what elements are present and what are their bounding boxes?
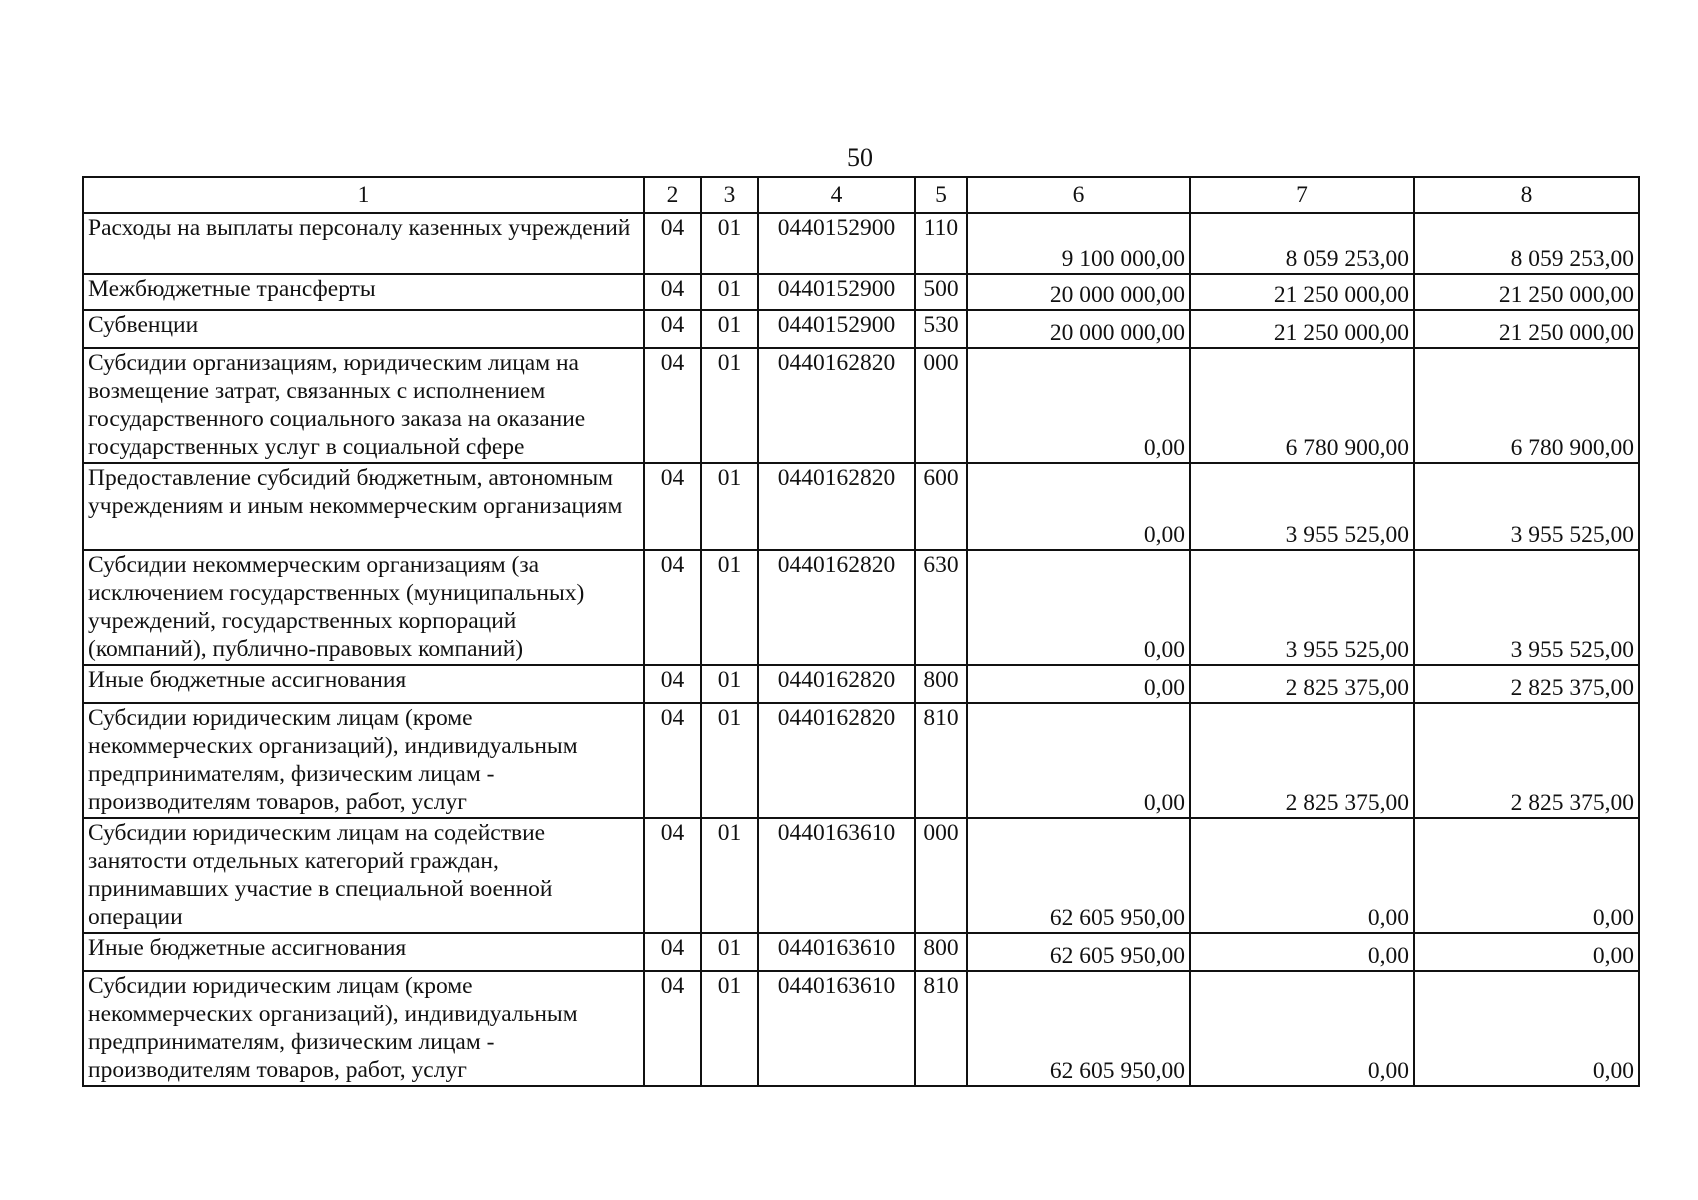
subsection-code: 01 <box>701 933 758 971</box>
section-code: 04 <box>644 463 701 550</box>
table-row <box>83 463 1639 550</box>
column-header: 8 <box>1414 177 1639 213</box>
column-header: 5 <box>915 177 967 213</box>
section-code: 04 <box>644 933 701 971</box>
expense-type-code: 810 <box>915 703 967 818</box>
section-code: 04 <box>644 971 701 1086</box>
table-row <box>83 818 1639 933</box>
row-description: Субсидии юридическим лицам (кроме некоммерческих организаций), индивидуальным предпринимателям, физическим лицам - производителям товаров, работ, услуг <box>83 703 644 818</box>
amount-col6: 0,00 <box>967 550 1190 665</box>
row-description: Субвенции <box>83 310 644 348</box>
section-code: 04 <box>644 818 701 933</box>
amount-col7: 3 955 525,00 <box>1190 550 1414 665</box>
target-article-code: 0440163610 <box>758 971 915 1086</box>
table-row <box>83 213 1639 274</box>
target-article-code: 0440152900 <box>758 310 915 348</box>
column-header: 3 <box>701 177 758 213</box>
target-article-code: 0440162820 <box>758 550 915 665</box>
amount-col8: 21 250 000,00 <box>1414 274 1639 310</box>
target-article-code: 0440163610 <box>758 933 915 971</box>
amount-col8: 2 825 375,00 <box>1414 703 1639 818</box>
expense-type-code: 800 <box>915 665 967 703</box>
table-row <box>83 933 1639 971</box>
amount-col7: 0,00 <box>1190 818 1414 933</box>
amount-col7: 0,00 <box>1190 971 1414 1086</box>
amount-col6: 0,00 <box>967 703 1190 818</box>
expense-type-code: 630 <box>915 550 967 665</box>
subsection-code: 01 <box>701 550 758 665</box>
subsection-code: 01 <box>701 274 758 310</box>
table-row <box>83 550 1639 665</box>
amount-col8: 3 955 525,00 <box>1414 463 1639 550</box>
row-description: Субсидии юридическим лицам на содействие занятости отдельных категорий граждан, принимавших участие в специальной военной операции <box>83 818 644 933</box>
row-description: Иные бюджетные ассигнования <box>83 933 644 971</box>
expense-type-code: 500 <box>915 274 967 310</box>
amount-col8: 3 955 525,00 <box>1414 550 1639 665</box>
subsection-code: 01 <box>701 971 758 1086</box>
amount-col7: 2 825 375,00 <box>1190 703 1414 818</box>
amount-col8: 0,00 <box>1414 933 1639 971</box>
row-description: Субсидии некоммерческим организациям (за исключением государственных (муниципальных) учреждений, государственных корпораций (компаний), публично-правовых компаний) <box>83 550 644 665</box>
section-code: 04 <box>644 703 701 818</box>
page-number: 50 <box>847 143 873 172</box>
table-row <box>83 665 1639 703</box>
amount-col7: 0,00 <box>1190 933 1414 971</box>
amount-col8: 6 780 900,00 <box>1414 348 1639 463</box>
section-code: 04 <box>644 348 701 463</box>
header-row <box>83 177 1639 213</box>
target-article-code: 0440162820 <box>758 463 915 550</box>
subsection-code: 01 <box>701 310 758 348</box>
budget-table <box>82 176 1640 1087</box>
expense-type-code: 000 <box>915 818 967 933</box>
section-code: 04 <box>644 213 701 274</box>
subsection-code: 01 <box>701 665 758 703</box>
subsection-code: 01 <box>701 463 758 550</box>
expense-type-code: 530 <box>915 310 967 348</box>
amount-col6: 20 000 000,00 <box>967 310 1190 348</box>
amount-col6: 20 000 000,00 <box>967 274 1190 310</box>
target-article-code: 0440162820 <box>758 348 915 463</box>
table-row <box>83 971 1639 1086</box>
amount-col7: 21 250 000,00 <box>1190 274 1414 310</box>
amount-col6: 62 605 950,00 <box>967 818 1190 933</box>
table-row <box>83 274 1639 310</box>
column-header: 4 <box>758 177 915 213</box>
amount-col8: 0,00 <box>1414 971 1639 1086</box>
amount-col6: 62 605 950,00 <box>967 971 1190 1086</box>
section-code: 04 <box>644 550 701 665</box>
expense-type-code: 810 <box>915 971 967 1086</box>
row-description: Межбюджетные трансферты <box>83 274 644 310</box>
amount-col7: 3 955 525,00 <box>1190 463 1414 550</box>
subsection-code: 01 <box>701 703 758 818</box>
amount-col7: 6 780 900,00 <box>1190 348 1414 463</box>
amount-col7: 2 825 375,00 <box>1190 665 1414 703</box>
target-article-code: 0440162820 <box>758 665 915 703</box>
amount-col8: 2 825 375,00 <box>1414 665 1639 703</box>
subsection-code: 01 <box>701 818 758 933</box>
expense-type-code: 000 <box>915 348 967 463</box>
row-description: Иные бюджетные ассигнования <box>83 665 644 703</box>
target-article-code: 0440152900 <box>758 213 915 274</box>
target-article-code: 0440152900 <box>758 274 915 310</box>
table-row <box>83 310 1639 348</box>
section-code: 04 <box>644 310 701 348</box>
expense-type-code: 600 <box>915 463 967 550</box>
column-header: 6 <box>967 177 1190 213</box>
row-description: Расходы на выплаты персоналу казенных учреждений <box>83 213 644 274</box>
expense-type-code: 800 <box>915 933 967 971</box>
row-description: Субсидии организациям, юридическим лицам на возмещение затрат, связанных с исполнением государственного социального заказа на оказание государственных услуг в социальной сфере <box>83 348 644 463</box>
amount-col8: 0,00 <box>1414 818 1639 933</box>
subsection-code: 01 <box>701 213 758 274</box>
target-article-code: 0440162820 <box>758 703 915 818</box>
target-article-code: 0440163610 <box>758 818 915 933</box>
amount-col6: 0,00 <box>967 463 1190 550</box>
amount-col8: 8 059 253,00 <box>1414 213 1639 274</box>
amount-col6: 62 605 950,00 <box>967 933 1190 971</box>
column-header: 7 <box>1190 177 1414 213</box>
subsection-code: 01 <box>701 348 758 463</box>
amount-col6: 0,00 <box>967 665 1190 703</box>
amount-col6: 0,00 <box>967 348 1190 463</box>
expense-type-code: 110 <box>915 213 967 274</box>
amount-col6: 9 100 000,00 <box>967 213 1190 274</box>
table-row <box>83 348 1639 463</box>
section-code: 04 <box>644 665 701 703</box>
amount-col8: 21 250 000,00 <box>1414 310 1639 348</box>
row-description: Субсидии юридическим лицам (кроме некоммерческих организаций), индивидуальным предпринимателям, физическим лицам - производителям товаров, работ, услуг <box>83 971 644 1086</box>
table-row <box>83 703 1639 818</box>
column-header: 1 <box>83 177 644 213</box>
amount-col7: 21 250 000,00 <box>1190 310 1414 348</box>
column-header: 2 <box>644 177 701 213</box>
section-code: 04 <box>644 274 701 310</box>
amount-col7: 8 059 253,00 <box>1190 213 1414 274</box>
row-description: Предоставление субсидий бюджетным, автономным учреждениям и иным некоммерческим организациям <box>83 463 644 550</box>
